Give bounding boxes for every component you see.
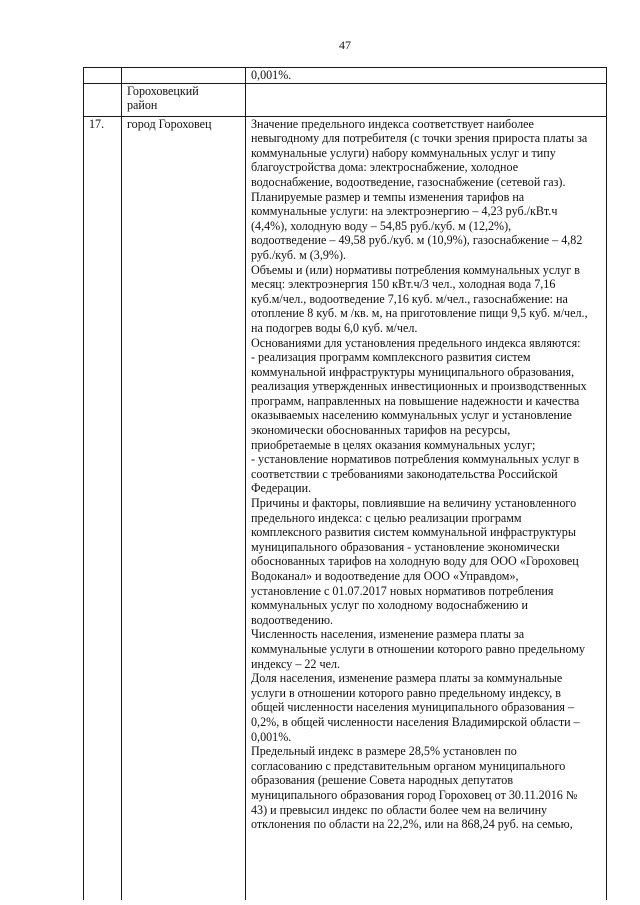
description-cell: 0,001%. [246, 68, 607, 84]
district-name-cell: Гороховецкий район [122, 83, 246, 116]
paragraph-population-share: Доля населения, изменение размера платы за коммунальные услуги в отношении которого равно предельному индексу, в общей численности населения муниципального образования – 0,2%, в общей численности населения Владимирской области – 0,001%. [251, 671, 580, 744]
paragraph-grounds: Основаниями для установления предельного индекса являются: - реализация программ комплексного развития систем коммунальной инфраструктуры муниципального образования, реализация утвержденных инвестиционных и производственных программ, направленных на повышение надежности и качества оказываемых населению коммунальных услуг и установление экономически обоснованных тарифов на ресурсы, приобретаемые в целях оказания коммунальных услуг; - установление нормативов потребления коммунальных услуг в соответствии с требованиями законодательства Российской Федерации. [251, 335, 587, 496]
description-cell [246, 116, 607, 900]
table-row-district [84, 83, 607, 116]
table-row-continuation [84, 68, 607, 84]
row-number-cell [84, 83, 122, 116]
description-cell [246, 83, 607, 116]
row-number-cell: 17. [84, 116, 122, 900]
tariff-index-table [83, 67, 607, 900]
paragraph-index-value: Значение предельного индекса соответствует наиболее невыгодному для потребителя (с точки зрения прироста платы за коммунальные услуги) набору коммунальных услуг и типу благоустройства дома: электроснабжение, холодное водоснабжение, водоотведение, газоснабжение (сетевой газ). [251, 116, 588, 189]
paragraph-population-count: Численность населения, изменение размера платы за коммунальные услуги в отношении которого равно предельному индексу – 22 чел. [251, 627, 586, 671]
page-number: 47 [339, 38, 351, 52]
municipality-cell [122, 68, 246, 84]
municipality-name-cell: город Гороховец [122, 116, 246, 900]
paragraph-reasons: Причины и факторы, повлиявшие на величину установленного предельного индекса: с целью реализации программ комплексного развития систем коммунальной инфраструктуры муниципального образования - установление экономически обоснованных тарифов на холодную воду для ООО «Гороховец Водоканал» и водоотведение для ООО «Управдом», установление с 01.07.2017 новых нормативов потребления коммунальных услуг по холодному водоснабжению и водоотведению. [251, 496, 579, 627]
row-number-cell [84, 68, 122, 84]
paragraph-index-approval: Предельный индекс в размере 28,5% установлен по согласованию с представительным органом муниципального образования (решение Совета народных депутатов муниципального образования город Гороховец от 30.11.2016 № 43) и превысил индекс по области более чем на величину отклонения по области на 22,2%, или на 868,24 руб. на семью, [251, 744, 578, 832]
paragraph-tariff-changes: Планируемые размер и темпы изменения тарифов на коммунальные услуги: на электроэнергию – 4,23 руб./кВт.ч (4,4%), холодную воду – 54,85 руб./куб. м (12,2%), водоотведение – 49,58 руб./куб. м (10,9%), газоснабжение – 4,82 руб./куб. м (3,9%). [251, 189, 583, 262]
paragraph-consumption-norms: Объемы и (или) нормативы потребления коммунальных услуг в месяц: электроэнергия 150 кВт.ч/3 чел., холодная вода 7,16 куб.м/чел., водоотведение 7,16 куб. м/чел., газоснабжение: на отопление 8 куб. м /кв. м, на приготовление пищи 9,5 куб. м/чел., на подогрев воды 6,0 куб. м/чел. [251, 262, 588, 335]
table-row-gorokhovets [84, 116, 607, 900]
